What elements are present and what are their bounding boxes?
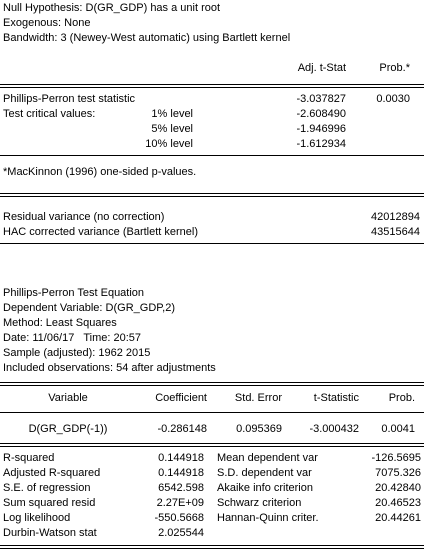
divider [0,84,424,85]
hac-variance-label: HAC corrected variance (Bartlett kernel) [3,226,199,238]
method-line: Method: Least Squares [3,317,117,329]
stat-label: Hannan-Quinn criter. [217,512,319,524]
divider [0,196,424,197]
coef-row-variable: D(GR_GDP(-1)) [28,423,108,435]
critical-values-label: Test critical values: [3,108,96,120]
null-hypothesis: Null Hypothesis: D(GR_GDP) has a unit root [3,2,221,14]
divider [0,382,424,383]
pp-test-label: Phillips-Perron test statistic [3,93,136,105]
stat-value: 0.144918 [158,467,204,479]
divider [0,548,424,549]
stat-label: S.D. dependent var [217,467,312,479]
hac-variance-value: 43515644 [371,226,420,238]
stat-label: Mean dependent var [217,452,318,464]
stat-value: 20.46523 [375,497,421,509]
divider [0,412,424,413]
observations-line: Included observations: 54 after adjustments [3,362,216,374]
stat-value: 20.42840 [375,482,421,494]
pp-test-prob: 0.0030 [376,93,410,105]
coef-row-t-stat: -3.000432 [309,423,359,435]
stat-label: Log likelihood [3,512,71,524]
dependent-variable: Dependent Variable: D(GR_GDP,2) [3,302,176,314]
residual-variance-value: 42012894 [371,211,420,223]
stat-value: -126.5695 [371,452,421,464]
prob-header: Prob.* [379,62,410,74]
divider [0,446,424,447]
residual-variance-label: Residual variance (no correction) [3,211,165,223]
stat-value: 0.144918 [158,452,204,464]
col-header-coefficient: Coefficient [155,392,207,404]
col-header-t-statistic: t-Statistic [313,392,359,404]
stat-value: 20.44261 [375,512,421,524]
divider [0,87,424,88]
stat-value: 6542.598 [158,482,204,494]
mackinnon-footnote: *MacKinnon (1996) one-sided p-values. [3,166,197,178]
divider [0,155,424,156]
crit-level-10: 10% level [145,138,193,150]
stat-label: Schwarz criterion [217,497,302,509]
crit-value-1: -2.608490 [296,108,346,120]
crit-value-5: -1.946996 [296,123,346,135]
adj-t-stat-header: Adj. t-Stat [297,62,346,74]
bandwidth-line: Bandwidth: 3 (Newey-West automatic) using Bartlett kernel [3,32,291,44]
coef-row-std-error: 0.095369 [236,423,282,435]
exogenous-line: Exogenous: None [3,17,91,29]
divider [0,385,424,386]
stat-label: Sum squared resid [3,497,96,509]
stat-label: S.E. of regression [3,482,91,494]
stat-label: Akaike info criterion [217,482,313,494]
crit-level-1: 1% level [151,108,193,120]
stat-value: 2.025544 [158,527,204,539]
stat-label: Adjusted R-squared [3,467,101,479]
divider [0,443,424,444]
stat-value: 2.27E+09 [156,497,204,509]
col-header-variable: Variable [48,392,88,404]
crit-level-5: 5% level [151,123,193,135]
col-header-prob: Prob. [388,392,415,404]
stat-value: -550.5668 [154,512,204,524]
col-header-std-error: Std. Error [234,392,282,404]
stat-label: R-squared [3,452,55,464]
divider [0,193,424,194]
equation-title: Phillips-Perron Test Equation [3,287,145,299]
divider [0,243,424,244]
coef-row-prob: 0.0041 [381,423,415,435]
divider [0,545,424,546]
sample-line: Sample (adjusted): 1962 2015 [3,347,151,359]
crit-value-10: -1.612934 [296,138,346,150]
stat-value: 7075.326 [375,467,421,479]
coef-row-coefficient: -0.286148 [157,423,207,435]
pp-test-stat: -3.037827 [296,93,346,105]
stat-label: Durbin-Watson stat [3,527,97,539]
date-time-line: Date: 11/06/17 Time: 20:57 [3,332,141,344]
